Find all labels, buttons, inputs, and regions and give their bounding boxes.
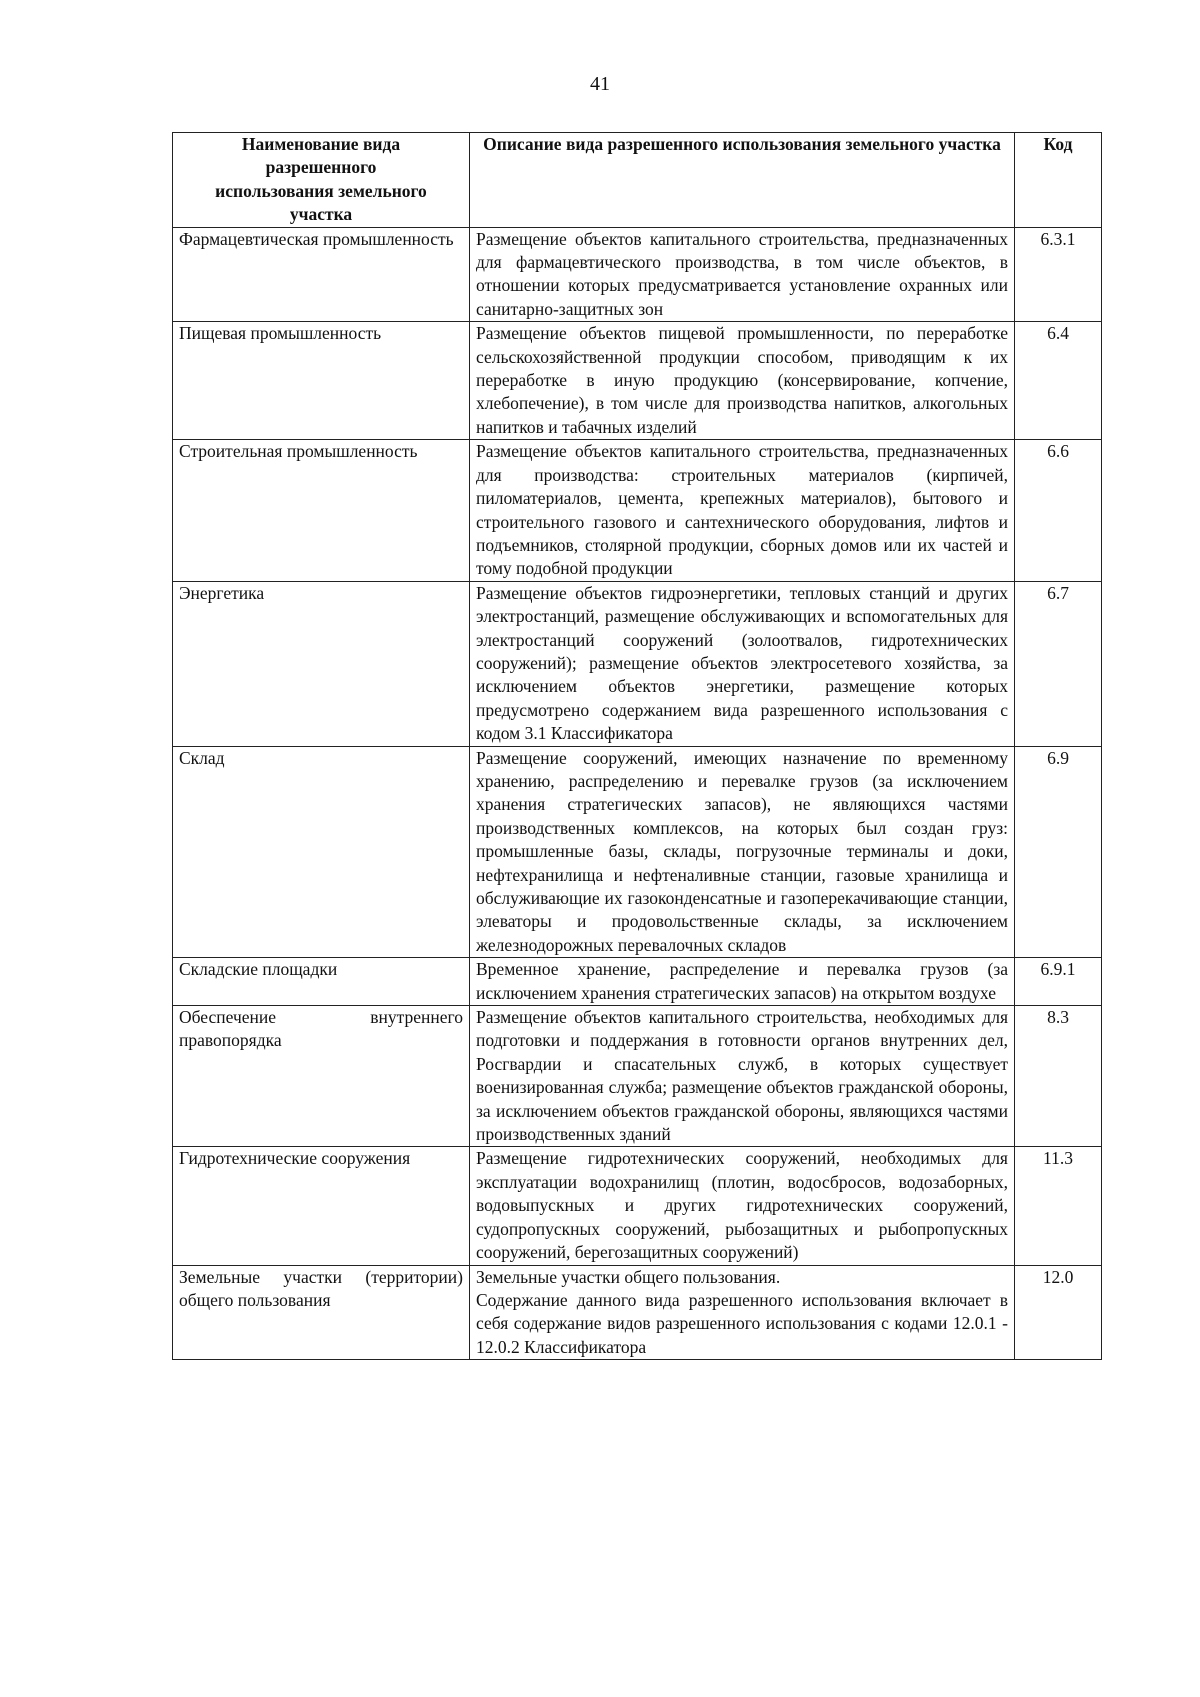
table-row — [173, 746, 1102, 958]
table-row — [173, 322, 1102, 440]
table-row — [173, 440, 1102, 581]
row-code: 11.3 — [1015, 1147, 1102, 1265]
land-use-table — [172, 132, 1102, 1360]
row-code: 6.6 — [1015, 440, 1102, 581]
row-name: Строительная промышленность — [173, 440, 470, 581]
row-code: 6.9.1 — [1015, 958, 1102, 1006]
row-description-paragraph: Земельные участки общего пользования. — [476, 1266, 781, 1287]
table-row — [173, 958, 1102, 1006]
row-name: Гидротехнические сооружения — [173, 1147, 470, 1265]
row-description: Размещение гидротехнических сооружений, необходимых для эксплуатации водохранилищ (плотин, водосбросов, водозаборных, водовыпускных и других гидротехнических сооружений, судопропускных сооружений, рыбозащитных и рыбопропускных сооружений, берегозащитных сооружений) — [470, 1147, 1015, 1265]
row-name: Обеспечение внутреннего правопорядка — [173, 1006, 470, 1147]
row-code: 6.9 — [1015, 746, 1102, 958]
row-description: Размещение объектов капитального строительства, предназначенных для производства: строительных материалов (кирпичей, пиломатериалов, цемента, крепежных материалов), бытового и строительного газового и сантехнического оборудования, лифтов и подъемников, столярной продукции, сборных домов или их частей и тому подобной продукции — [470, 440, 1015, 581]
row-name: Земельные участки (территории) общего пользования — [173, 1265, 470, 1360]
header-name: Наименование вида разрешенного использования земельного участка — [173, 133, 470, 228]
row-name: Энергетика — [173, 581, 470, 746]
row-name: Фармацевтическая промышленность — [173, 227, 470, 322]
row-code: 6.4 — [1015, 322, 1102, 440]
row-description: Размещение сооружений, имеющих назначение по временному хранению, распределению и перевалке грузов (за исключением хранения стратегических запасов), не являющихся частями производственных комплексов, на которых был создан груз: промышленные базы, склады, погрузочные терминалы и доки, нефтехранилища и нефтеналивные станции, газовые хранилища и обслуживающие их газоконденсатные и газоперекачивающие станции, элеваторы и продовольственные склады, за исключением железнодорожных перевалочных складов — [470, 746, 1015, 958]
row-code: 12.0 — [1015, 1265, 1102, 1360]
row-name: Складские площадки — [173, 958, 470, 1006]
row-description: Размещение объектов гидроэнергетики, тепловых станций и других электростанций, размещение обслуживающих и вспомогательных для электростанций сооружений (золоотвалов, гидротехнических сооружений); размещение объектов электросетевого хозяйства, за исключением объектов энергетики, размещение которых предусмотрено содержанием вида разрешенного использования с кодом 3.1 Классификатора — [470, 581, 1015, 746]
table-row — [173, 581, 1102, 746]
row-description: Размещение объектов капитального строительства, предназначенных для фармацевтического производства, в том числе объектов, в отношении которых предусматривается установление охранных или санитарно-защитных зон — [470, 227, 1015, 322]
table-header-row — [173, 133, 1102, 228]
header-code: Код — [1015, 133, 1102, 228]
row-description — [470, 1265, 1015, 1360]
row-description: Временное хранение, распределение и перевалка грузов (за исключением хранения стратегических запасов) на открытом воздухе — [470, 958, 1015, 1006]
row-name: Пищевая промышленность — [173, 322, 470, 440]
row-description-paragraph: Содержание данного вида разрешенного использования включает в себя содержание видов разрешенного использования с кодами 12.0.1 - 12.0.2 Классификатора — [476, 1289, 1008, 1357]
row-code: 6.7 — [1015, 581, 1102, 746]
row-description: Размещение объектов капитального строительства, необходимых для подготовки и поддержания в готовности органов внутренних дел, Росгвардии и спасательных служб, в которых существует военизированная служба; размещение объектов гражданской обороны, за исключением объектов гражданской обороны, являющихся частями производственных зданий — [470, 1006, 1015, 1147]
table-row — [173, 1147, 1102, 1265]
row-code: 8.3 — [1015, 1006, 1102, 1147]
row-description: Размещение объектов пищевой промышленности, по переработке сельскохозяйственной продукции способом, приводящим к их переработке в иную продукцию (консервирование, копчение, хлебопечение), в том числе для производства напитков, алкогольных напитков и табачных изделий — [470, 322, 1015, 440]
table-row — [173, 227, 1102, 322]
page-number: 41 — [590, 73, 610, 95]
table-row — [173, 1006, 1102, 1147]
row-name: Склад — [173, 746, 470, 958]
table-row — [173, 1265, 1102, 1360]
row-code: 6.3.1 — [1015, 227, 1102, 322]
header-description: Описание вида разрешенного использования земельного участка — [470, 133, 1015, 228]
